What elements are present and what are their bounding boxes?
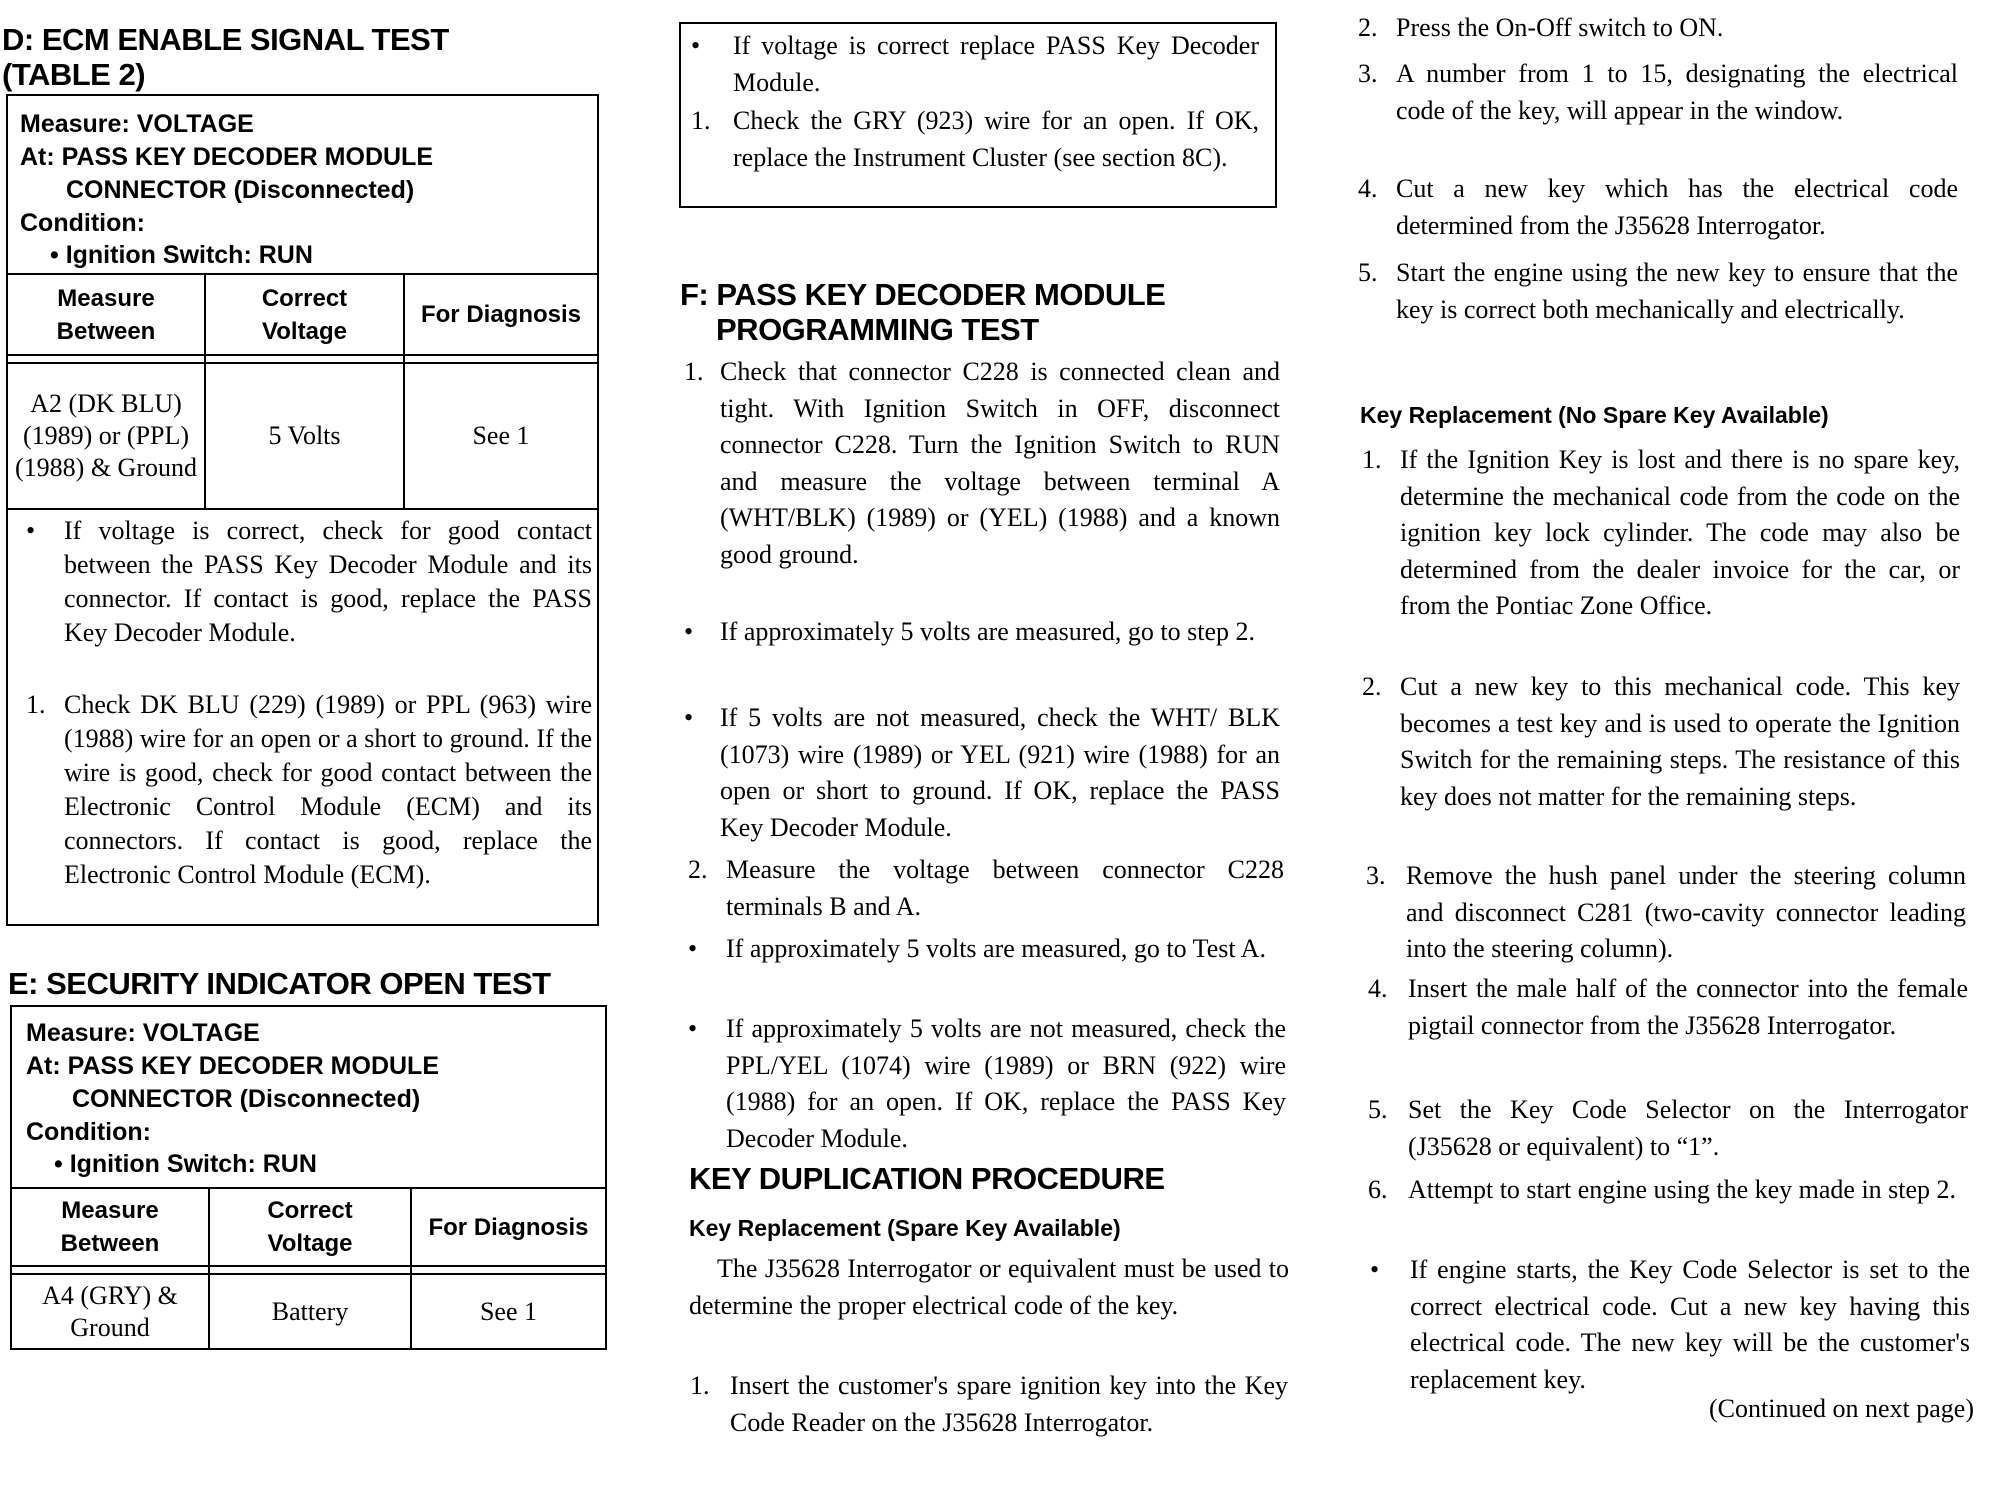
list-item <box>26 514 592 650</box>
condition-label: Condition: <box>20 209 145 237</box>
step-number: 5. <box>1368 1095 1388 1124</box>
key-duplication-heading: KEY DUPLICATION PROCEDURE <box>689 1161 1165 1196</box>
item-text: If approximately 5 volts are measured, go to Test A. <box>726 934 1266 963</box>
column-header: For Diagnosis <box>420 301 582 328</box>
bullet-icon: • <box>688 934 698 963</box>
bullet-icon: • <box>684 703 694 732</box>
item-text: Remove the hush panel under the steering column and disconnect C281 (two-cavity connector leading into the steering column). <box>1406 861 1966 963</box>
list-item <box>1358 171 1958 244</box>
step-number: 2. <box>1362 672 1382 701</box>
list-item <box>684 354 1280 573</box>
step-number: 1. <box>691 106 711 135</box>
security-test-box <box>10 1005 607 1350</box>
list-item <box>684 614 1280 651</box>
column-header: Correct Voltage <box>267 1197 353 1257</box>
bullet-icon: • <box>688 1014 698 1043</box>
step-number: 1. <box>26 690 46 719</box>
list-item <box>1358 56 1958 129</box>
list-item <box>688 931 1284 968</box>
condition-label: Condition: <box>26 1118 151 1146</box>
item-text: Press the On-Off switch to ON. <box>1396 13 1724 42</box>
item-text: Cut a new key which has the electrical code determined from the J35628 Interrogator. <box>1396 174 1958 240</box>
item-text: If voltage is correct, check for good contact between the PASS Key Decoder Module and its connector. If contact is good, replace the PASS Key Decoder Module. <box>64 516 592 647</box>
step-number: 2. <box>688 855 708 884</box>
list-item <box>688 852 1284 925</box>
list-item <box>1366 858 1966 968</box>
item-text: Insert the male half of the connector into the female pigtail connector from the J35628 Interrogator. <box>1408 974 1968 1040</box>
divider <box>12 1265 605 1267</box>
item-text: If voltage is correct replace PASS Key Decoder Module. <box>733 31 1259 97</box>
item-text: If 5 volts are not measured, check the WHT/ BLK (1073) wire (1989) or YEL (921) wire (1988) for an open or short to ground. If OK, replace the PASS Key Decoder Module. <box>720 703 1280 842</box>
table-cell: See 1 <box>479 1296 538 1326</box>
continued-note: (Continued on next page) <box>1709 1394 1974 1423</box>
list-item <box>1368 1092 1968 1165</box>
table-cell: A2 (DK BLU) (1989) or (PPL) (1988) & Ground <box>15 389 197 482</box>
section-e-heading: E: SECURITY INDICATOR OPEN TEST <box>8 966 551 1001</box>
no-spare-key-subheading: Key Replacement (No Spare Key Available) <box>1360 402 1829 428</box>
measure-label: Measure: VOLTAGE <box>26 1019 260 1047</box>
step-number: 3. <box>1358 59 1378 88</box>
at-label-2: CONNECTOR (Disconnected) <box>72 1085 421 1113</box>
heading-line: F: PASS KEY DECODER MODULE <box>680 277 1166 312</box>
list-item <box>691 28 1259 101</box>
column-header: Measure Between <box>56 284 156 345</box>
table-cell: 5 Volts <box>268 421 341 450</box>
item-text: Cut a new key to this mechanical code. This key becomes a test key and is used to operate the Ignition Switch for the remaining steps. The resistance of this key does not matter for the remaining steps. <box>1400 672 1960 811</box>
column-header: For Diagnosis <box>428 1213 589 1241</box>
measure-label: Measure: VOLTAGE <box>20 110 254 138</box>
item-text: Check that connector C228 is connected clean and tight. With Ignition Switch in OFF, disconnect connector C228. Turn the Ignition Switch to RUN and measure the voltage between terminal A (WHT/BLK) (1989) or (YEL) (1988) and a known good ground. <box>720 357 1280 569</box>
bullet-icon: • <box>691 31 701 60</box>
list-item <box>684 700 1280 846</box>
step-number: 4. <box>1358 174 1378 203</box>
list-item <box>1358 255 1958 328</box>
at-label: At: PASS KEY DECODER MODULE <box>20 143 434 171</box>
step-number: 6. <box>1368 1175 1388 1204</box>
item-text: If the Ignition Key is lost and there is no spare key, determine the mechanical code from the code on the ignition key lock cylinder. The code may also be determined from the dealer invoice for the car, or from the Pontiac Zone Office. <box>1400 445 1960 620</box>
list-item <box>690 1368 1288 1441</box>
at-label-2: CONNECTOR (Disconnected) <box>66 176 415 204</box>
list-item <box>691 103 1259 176</box>
item-text: Attempt to start engine using the key made in step 2. <box>1408 1175 1957 1204</box>
step-number: 1. <box>684 357 704 386</box>
condition-item: • Ignition Switch: RUN <box>54 1150 317 1178</box>
list-item <box>26 688 592 892</box>
bullet-icon: • <box>1370 1255 1380 1284</box>
item-text: A number from 1 to 15, designating the electrical code of the key, will appear in the window. <box>1396 59 1958 125</box>
list-item <box>1358 10 1958 47</box>
list-item <box>1362 669 1960 815</box>
table-cell: A4 (GRY) & Ground <box>42 1280 178 1342</box>
ecm-continued-box <box>679 22 1277 208</box>
ecm-test-box <box>6 94 599 926</box>
list-item <box>1370 1252 1970 1398</box>
item-text: Insert the customer's spare ignition key into the Key Code Reader on the J35628 Interrogator. <box>730 1371 1288 1437</box>
step-number: 5. <box>1358 258 1378 287</box>
item-text: Set the Key Code Selector on the Interrogator (J35628 or equivalent) to “1”. <box>1408 1095 1968 1161</box>
step-number: 4. <box>1368 974 1388 1003</box>
heading-line: D: ECM ENABLE SIGNAL TEST <box>2 22 449 57</box>
step-number: 3. <box>1366 861 1386 890</box>
section-d-heading <box>2 22 449 92</box>
item-text: If approximately 5 volts are not measured, check the PPL/YEL (1074) wire (1989) or BRN (922) wire (1988) for an open. If OK, replace the PASS Key Decoder Module. <box>726 1014 1286 1153</box>
list-item <box>1368 1172 1968 1209</box>
item-text: Measure the voltage between connector C228 terminals B and A. <box>726 855 1284 921</box>
divider <box>8 508 597 510</box>
at-label: At: PASS KEY DECODER MODULE <box>26 1052 440 1080</box>
item-text: Check DK BLU (229) (1989) or PPL (963) wire (1988) wire for an open or a short to ground. If the wire is good, check for good contact between the Electronic Control Module (ECM) and its connectors. If contact is good, replace the Electronic Control Module (ECM). <box>64 690 592 889</box>
divider <box>8 354 597 356</box>
list-item <box>1368 971 1968 1044</box>
step-number: 1. <box>1362 445 1382 474</box>
condition-item: • Ignition Switch: RUN <box>50 241 313 269</box>
bullet-icon: • <box>26 516 36 545</box>
item-text: Start the engine using the new key to ensure that the key is correct both mechanically and electrically. <box>1396 258 1958 324</box>
list-item <box>688 1011 1286 1157</box>
column-header: Measure Between <box>60 1197 160 1257</box>
item-text: If engine starts, the Key Code Selector is set to the correct electrical code. Cut a new key having this electrical code. The new key will be the customer's replacement key. <box>1410 1255 1970 1394</box>
list-item <box>1362 442 1960 625</box>
heading-line: (TABLE 2) <box>2 57 146 92</box>
spare-key-subheading: Key Replacement (Spare Key Available) <box>689 1215 1121 1241</box>
spare-key-paragraph: The J35628 Interrogator or equivalent must be used to determine the proper electrical code of the key. <box>689 1254 1289 1320</box>
bullet-icon: • <box>684 617 694 646</box>
table-cell: Battery <box>271 1296 349 1326</box>
step-number: 1. <box>690 1371 710 1400</box>
heading-line: PROGRAMMING TEST <box>716 312 1039 347</box>
item-text: If approximately 5 volts are measured, go to step 2. <box>720 617 1256 646</box>
item-text: Check the GRY (923) wire for an open. If OK, replace the Instrument Cluster (see section 8C). <box>733 106 1259 172</box>
table-cell: See 1 <box>472 421 530 450</box>
column-header: Correct Voltage <box>261 284 348 345</box>
step-number: 2. <box>1358 13 1378 42</box>
section-f-heading <box>680 277 1165 347</box>
